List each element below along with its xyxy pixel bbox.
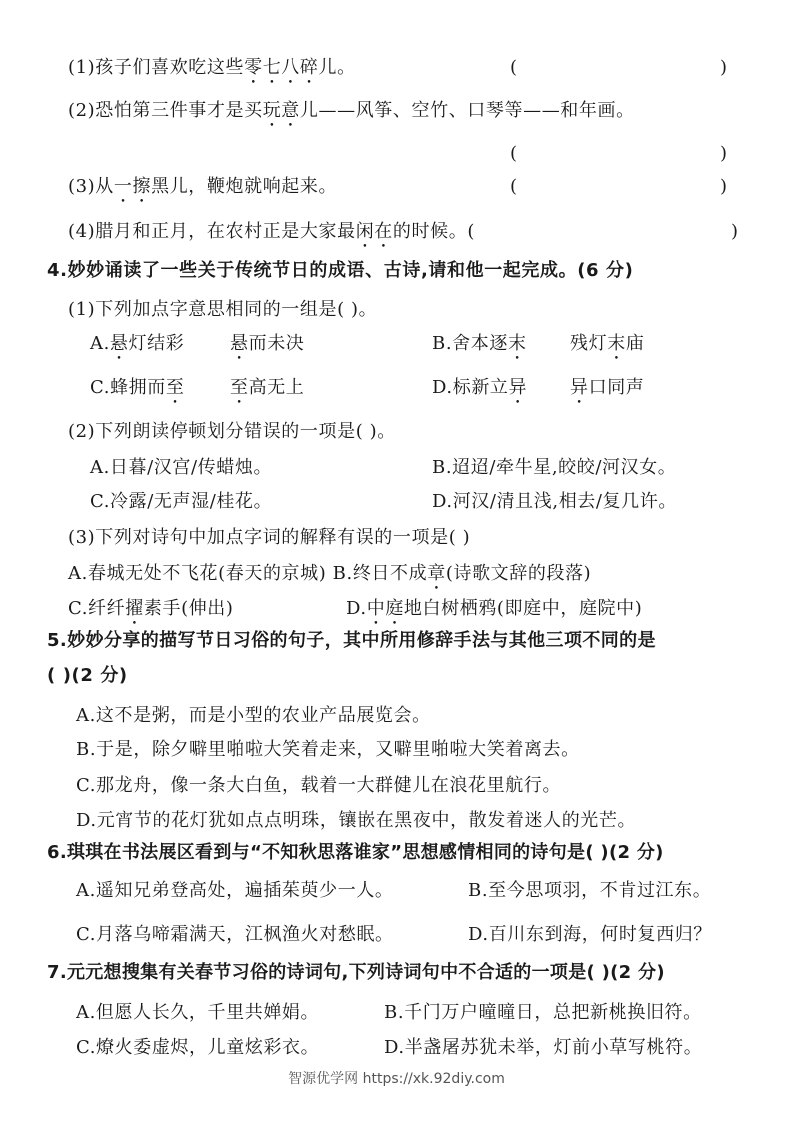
answer-paren-close: ) xyxy=(720,143,728,164)
answer-paren-open: ( xyxy=(510,176,518,197)
q4-sub1-option-a-word2: 悬而未决 xyxy=(230,333,305,354)
q5-option-c: C.那龙舟，像一条大白鱼，载着一大群健儿在浪花里航行。 xyxy=(76,775,562,796)
q4-sub1-stem: (1)下列加点字意思相同的一组是( )。 xyxy=(68,299,378,320)
answer-paren-close: ) xyxy=(720,57,728,78)
q4-sub1-option-c-word2: 至高无上 xyxy=(230,377,305,398)
q6-option-a: A.遥知兄弟登高处，遍插茱萸少一人。 xyxy=(76,880,394,901)
q6-option-b: B.至今思项羽，不肯过江东。 xyxy=(468,880,712,901)
answer-paren-open: ( xyxy=(510,143,518,164)
footer-watermark: 智源优学网 https://xk.92diy.com xyxy=(288,1071,505,1087)
answer-paren-close: ) xyxy=(731,221,739,242)
q4-sub1-option-b-word2: 残灯末庙 xyxy=(570,333,645,354)
q7-title: 7.元元想搜集有关春节习俗的诗词句,下列诗词句中不合适的一项是( )(2 分) xyxy=(47,962,665,983)
dotted-word: 一擦 xyxy=(113,176,152,197)
q4-sub2-stem: (2)下列朗读停顿划分错误的一项是( )。 xyxy=(68,421,396,442)
q5-option-b: B.于是，除夕噼里啪啦大笑着走来，又噼里啪啦大笑着离去。 xyxy=(76,739,580,760)
q7-option-d: D.半盏屠苏犹未举，灯前小草写桃符。 xyxy=(384,1037,703,1058)
q7-option-b: B.千门万户曈曈日，总把新桃换旧符。 xyxy=(384,1002,702,1023)
q5-title-line1: 5.妙妙分享的描写节日习俗的句子，其中所用修辞手法与其他三项不同的是 xyxy=(47,630,656,651)
q6-option-c: C.月落乌啼霜满天，江枫渔火对愁眠。 xyxy=(76,924,394,945)
q7-option-c: C.燎火委虚烬，儿童炫彩衣。 xyxy=(76,1037,320,1058)
q6-option-d: D.百川东到海，何时复西归？ xyxy=(468,924,712,945)
answer-paren-open: ( xyxy=(467,221,475,242)
q4-sub2-option-a: A.日暮/汉宫/传蜡烛。 xyxy=(90,457,273,478)
q6-title: 6.琪琪在书法展区看到与“不知秋思落谁家”思想感情相同的诗句是( )(2 分) xyxy=(47,842,664,863)
q4-sub3-stem: (3)下列对诗句中加点字词的解释有误的一项是( ) xyxy=(68,527,471,548)
q4-sub1-option-b: B.舍本逐末 xyxy=(432,333,527,354)
q5-title-line2: ( )(2 分) xyxy=(47,665,128,686)
q4-sub1-option-d: D.标新立异 xyxy=(432,377,528,398)
dotted-word: 零七八碎 xyxy=(244,57,319,78)
q3-item-1: (1)孩子们喜欢吃这些零七八碎儿。 xyxy=(68,57,356,78)
q3-item-3: (3)从一擦黑儿，鞭炮就响起来。 xyxy=(68,176,338,197)
q5-option-a: A.这不是粥，而是小型的农业产品展览会。 xyxy=(76,705,431,726)
q4-sub1-option-c: C.蜂拥而至 xyxy=(90,377,185,398)
answer-paren-open: ( xyxy=(510,57,518,78)
q4-title: 4.妙妙诵读了一些关于传统节日的成语、古诗,请和他一起完成。(6 分) xyxy=(47,260,634,281)
q7-option-a: A.但愿人长久，千里共婵娟。 xyxy=(76,1002,320,1023)
q4-sub2-option-d: D.河汉/清且浅,相去/复几许。 xyxy=(432,491,677,512)
q3-item-4: (4)腊月和正月，在农村正是大家最闲在的时候。( xyxy=(68,221,475,242)
q3-item-2: (2)恐怕第三件事才是买玩意儿——风筝、空竹、口琴等——和年画。 xyxy=(68,100,635,121)
q4-sub1-option-a: A.悬灯结彩 xyxy=(90,333,185,354)
q4-sub2-option-c: C.冷露/无声湿/桂花。 xyxy=(90,491,273,512)
q4-sub2-option-b: B.迢迢/牵牛星,皎皎/河汉女。 xyxy=(432,457,677,478)
dotted-word: 闲在 xyxy=(355,221,393,242)
q4-sub3-options-ab: A.春城无处不飞花(春天的京城) B.终日不成章(诗歌文辞的段落) xyxy=(68,563,592,584)
q4-sub3-option-d: D.中庭地白树栖鸦(即庭中，庭院中) xyxy=(346,598,643,619)
q5-option-d: D.元宵节的花灯犹如点点明珠，镶嵌在黑夜中，散发着迷人的光芒。 xyxy=(76,810,637,831)
q4-sub3-option-c: C.纤纤擢素手(伸出) xyxy=(68,598,234,619)
answer-paren-close: ) xyxy=(720,176,728,197)
dotted-word: 玩意 xyxy=(262,100,300,121)
q4-sub1-option-d-word2: 异口同声 xyxy=(570,377,645,398)
